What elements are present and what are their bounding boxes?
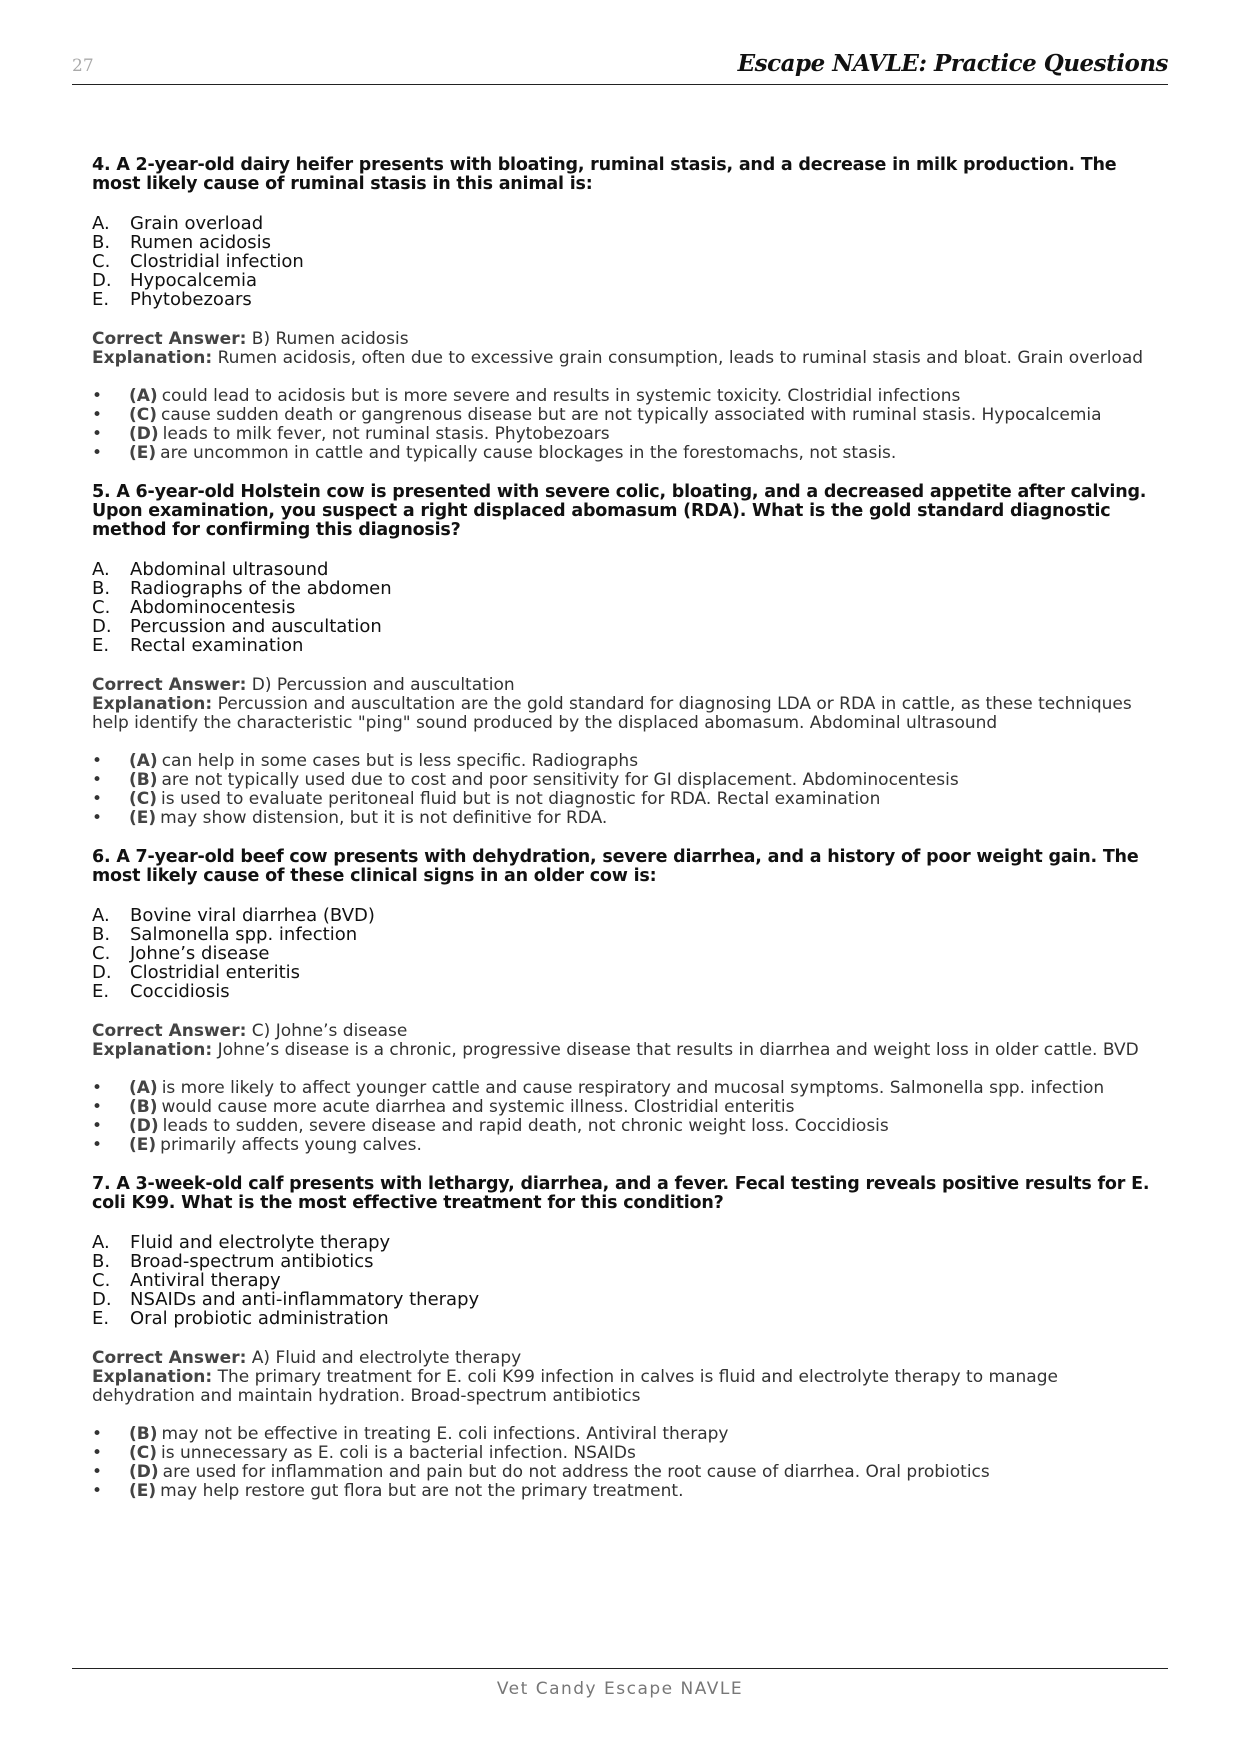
option-text: Abdominocentesis: [130, 597, 296, 618]
bullet-icon: •: [92, 386, 103, 406]
option-letter: E.: [92, 289, 110, 310]
question-block: [92, 1175, 1152, 1501]
option-item: [92, 271, 1152, 290]
bullet-key: (D): [129, 424, 159, 444]
bullet-icon: •: [92, 808, 103, 828]
question-text: 4. A 2-year-old dairy heifer presents with bloating, ruminal stasis, and a decrease in milk production. The most likely cause of ruminal stasis in this animal is:: [92, 155, 1117, 194]
bullet-key: (D): [129, 1116, 159, 1136]
option-text: Coccidiosis: [130, 981, 230, 1002]
option-letter: A.: [92, 1232, 110, 1253]
bullet-text: are not typically used due to cost and poor sensitivity for GI displacement. Abdominocentesis: [161, 770, 959, 790]
explanation: [92, 1368, 1152, 1406]
bullet-text: may help restore gut flora but are not the primary treatment.: [160, 1481, 684, 1501]
bullet-icon: •: [92, 1462, 103, 1482]
bullet-key: (C): [129, 405, 158, 425]
option-item: [92, 906, 1152, 925]
bullet-key: (C): [129, 1443, 158, 1463]
answer-label: Correct Answer:: [92, 1348, 247, 1368]
bullet-item: [92, 444, 1152, 463]
bullet-item: [92, 1425, 1152, 1444]
explanation-bullets: [92, 1079, 1152, 1155]
bullet-item: [92, 1117, 1152, 1136]
option-letter: D.: [92, 1289, 112, 1310]
options-list: [92, 560, 1152, 655]
option-text: Rectal examination: [130, 635, 304, 656]
bullet-text: could lead to acidosis but is more severe and results in systemic toxicity. Clostridial infections: [161, 386, 961, 406]
option-letter: A.: [92, 905, 110, 926]
option-item: [92, 214, 1152, 233]
question-text: 5. A 6-year-old Holstein cow is presented with severe colic, bloating, and a decreased appetite after calving. Upon examination, you suspect a right displaced abomasum (RDA). What is the gold standard diagnostic method for confirming this diagnosis?: [92, 482, 1147, 540]
bullet-icon: •: [92, 424, 103, 444]
option-text: Antiviral therapy: [130, 1270, 281, 1291]
bullet-icon: •: [92, 1078, 103, 1098]
bullet-key: (C): [129, 789, 158, 809]
explanation-label: Explanation:: [92, 1367, 213, 1387]
bullet-text: may show distension, but it is not definitive for RDA.: [160, 808, 608, 828]
bullet-item: [92, 752, 1152, 771]
explanation-label: Explanation:: [92, 1040, 213, 1060]
correct-answer: [92, 1022, 1152, 1041]
bullet-item: [92, 1079, 1152, 1098]
option-text: Salmonella spp. infection: [130, 924, 358, 945]
document-title: Escape NAVLE: Practice Questions: [737, 50, 1168, 77]
bullet-text: would cause more acute diarrhea and systemic illness. Clostridial enteritis: [161, 1097, 795, 1117]
option-text: Clostridial enteritis: [130, 962, 301, 983]
explanation-bullets: [92, 387, 1152, 463]
bullet-key: (E): [129, 443, 157, 463]
option-letter: A.: [92, 213, 110, 234]
bullet-item: [92, 1482, 1152, 1501]
bullet-item: [92, 425, 1152, 444]
bullet-key: (B): [129, 770, 158, 790]
explanation-text: Rumen acidosis, often due to excessive grain consumption, leads to ruminal stasis and bloat. Grain overload: [217, 348, 1144, 368]
option-item: [92, 233, 1152, 252]
option-letter: B.: [92, 578, 111, 599]
option-item: [92, 982, 1152, 1001]
bullet-icon: •: [92, 1443, 103, 1463]
answer-label: Correct Answer:: [92, 1021, 247, 1041]
questions-content: [92, 156, 1152, 1521]
option-text: Grain overload: [130, 213, 264, 234]
option-text: Oral probiotic administration: [130, 1308, 389, 1329]
option-item: [92, 1271, 1152, 1290]
bullet-key: (D): [129, 1462, 159, 1482]
answer-label: Correct Answer:: [92, 329, 247, 349]
bullet-icon: •: [92, 770, 103, 790]
bullet-key: (E): [129, 808, 157, 828]
option-item: [92, 963, 1152, 982]
option-text: Clostridial infection: [130, 251, 304, 272]
explanation: [92, 695, 1152, 733]
answer-text: B) Rumen acidosis: [251, 329, 409, 349]
question-block: [92, 156, 1152, 463]
bullet-icon: •: [92, 1424, 103, 1444]
explanation-text: Percussion and auscultation are the gold standard for diagnosing LDA or RDA in cattle, as these techniques help identify the characteristic "ping" sound produced by the displaced abomasum. Abdominal ultrasound: [92, 694, 1132, 733]
correct-answer: [92, 676, 1152, 695]
correct-answer: [92, 1349, 1152, 1368]
option-text: Rumen acidosis: [130, 232, 271, 253]
option-item: [92, 252, 1152, 271]
option-item: [92, 617, 1152, 636]
answer-label: Correct Answer:: [92, 675, 247, 695]
bullet-text: cause sudden death or gangrenous disease but are not typically associated with ruminal stasis. Hypocalcemia: [161, 405, 1102, 425]
question-block: [92, 848, 1152, 1155]
option-item: [92, 290, 1152, 309]
option-letter: C.: [92, 597, 111, 618]
option-item: [92, 598, 1152, 617]
bullet-item: [92, 1136, 1152, 1155]
correct-answer: [92, 330, 1152, 349]
option-text: Fluid and electrolyte therapy: [130, 1232, 391, 1253]
answer-text: A) Fluid and electrolyte therapy: [251, 1348, 522, 1368]
bullet-text: leads to milk fever, not ruminal stasis. Phytobezoars: [162, 424, 610, 444]
bullet-item: [92, 771, 1152, 790]
explanation-label: Explanation:: [92, 348, 213, 368]
options-list: [92, 906, 1152, 1001]
option-item: [92, 1233, 1152, 1252]
option-letter: D.: [92, 962, 112, 983]
option-letter: C.: [92, 251, 111, 272]
option-letter: C.: [92, 943, 111, 964]
explanation-text: Johne’s disease is a chronic, progressive disease that results in diarrhea and weight loss in older cattle. BVD: [217, 1040, 1139, 1060]
option-item: [92, 560, 1152, 579]
page-footer: Vet Candy Escape NAVLE: [496, 1679, 744, 1699]
explanation-label: Explanation:: [92, 694, 213, 714]
option-item: [92, 944, 1152, 963]
option-text: Phytobezoars: [130, 289, 252, 310]
option-text: Johne’s disease: [130, 943, 270, 964]
option-letter: D.: [92, 270, 112, 291]
question-text: 7. A 3-week-old calf presents with lethargy, diarrhea, and a fever. Fecal testing reveals positive results for E. coli K99. What is the most effective treatment for this condition?: [92, 1174, 1150, 1213]
explanation: [92, 349, 1152, 368]
bullet-text: primarily affects young calves.: [160, 1135, 422, 1155]
bullet-key: (E): [129, 1481, 157, 1501]
bullet-item: [92, 1098, 1152, 1117]
bullet-icon: •: [92, 443, 103, 463]
bullet-key: (A): [129, 1078, 158, 1098]
explanation: [92, 1041, 1152, 1060]
explanation-text: The primary treatment for E. coli K99 infection in calves is fluid and electrolyte therapy to manage dehydration and maintain hydration. Broad-spectrum antibiotics: [92, 1367, 1058, 1406]
option-text: NSAIDs and anti-inflammatory therapy: [130, 1289, 480, 1310]
option-item: [92, 1290, 1152, 1309]
option-letter: B.: [92, 232, 111, 253]
option-text: Radiographs of the abdomen: [130, 578, 392, 599]
option-letter: E.: [92, 981, 110, 1002]
bullet-icon: •: [92, 1481, 103, 1501]
option-item: [92, 636, 1152, 655]
bullet-icon: •: [92, 1135, 103, 1155]
option-letter: E.: [92, 635, 110, 656]
bullet-icon: •: [92, 1116, 103, 1136]
bullet-icon: •: [92, 789, 103, 809]
bullet-text: can help in some cases but is less specific. Radiographs: [161, 751, 639, 771]
bullet-key: (B): [129, 1424, 158, 1444]
footer-divider: [72, 1668, 1168, 1669]
option-item: [92, 925, 1152, 944]
options-list: [92, 214, 1152, 309]
options-list: [92, 1233, 1152, 1328]
option-text: Abdominal ultrasound: [130, 559, 329, 580]
bullet-item: [92, 790, 1152, 809]
bullet-item: [92, 1444, 1152, 1463]
bullet-text: is unnecessary as E. coli is a bacterial infection. NSAIDs: [161, 1443, 636, 1463]
bullet-icon: •: [92, 405, 103, 425]
option-letter: C.: [92, 1270, 111, 1291]
bullet-text: is used to evaluate peritoneal fluid but is not diagnostic for RDA. Rectal examination: [161, 789, 881, 809]
option-letter: E.: [92, 1308, 110, 1329]
option-text: Percussion and auscultation: [130, 616, 382, 637]
bullet-text: are used for inflammation and pain but do not address the root cause of diarrhea. Oral probiotics: [162, 1462, 990, 1482]
question-block: [92, 483, 1152, 828]
bullet-icon: •: [92, 751, 103, 771]
bullet-key: (E): [129, 1135, 157, 1155]
question-text: 6. A 7-year-old beef cow presents with dehydration, severe diarrhea, and a history of poor weight gain. The most likely cause of these clinical signs in an older cow is:: [92, 847, 1139, 886]
bullet-item: [92, 809, 1152, 828]
bullet-key: (A): [129, 386, 158, 406]
explanation-bullets: [92, 1425, 1152, 1501]
option-text: Bovine viral diarrhea (BVD): [130, 905, 375, 926]
bullet-text: leads to sudden, severe disease and rapid death, not chronic weight loss. Coccidiosis: [162, 1116, 889, 1136]
bullet-text: is more likely to affect younger cattle and cause respiratory and mucosal symptoms. Salmonella spp. infection: [161, 1078, 1105, 1098]
bullet-text: are uncommon in cattle and typically cause blockages in the forestomachs, not stasis.: [160, 443, 897, 463]
option-text: Broad-spectrum antibiotics: [130, 1251, 374, 1272]
page-number: 27: [72, 56, 94, 76]
answer-text: C) Johne’s disease: [251, 1021, 408, 1041]
option-item: [92, 1252, 1152, 1271]
explanation-bullets: [92, 752, 1152, 828]
option-letter: B.: [92, 924, 111, 945]
option-letter: A.: [92, 559, 110, 580]
bullet-icon: •: [92, 1097, 103, 1117]
bullet-text: may not be effective in treating E. coli infections. Antiviral therapy: [161, 1424, 729, 1444]
option-letter: B.: [92, 1251, 111, 1272]
bullet-item: [92, 1463, 1152, 1482]
option-letter: D.: [92, 616, 112, 637]
option-item: [92, 1309, 1152, 1328]
bullet-item: [92, 406, 1152, 425]
bullet-key: (B): [129, 1097, 158, 1117]
page-header: [72, 48, 1168, 85]
option-item: [92, 579, 1152, 598]
answer-text: D) Percussion and auscultation: [251, 675, 515, 695]
bullet-key: (A): [129, 751, 158, 771]
option-text: Hypocalcemia: [130, 270, 258, 291]
bullet-item: [92, 387, 1152, 406]
